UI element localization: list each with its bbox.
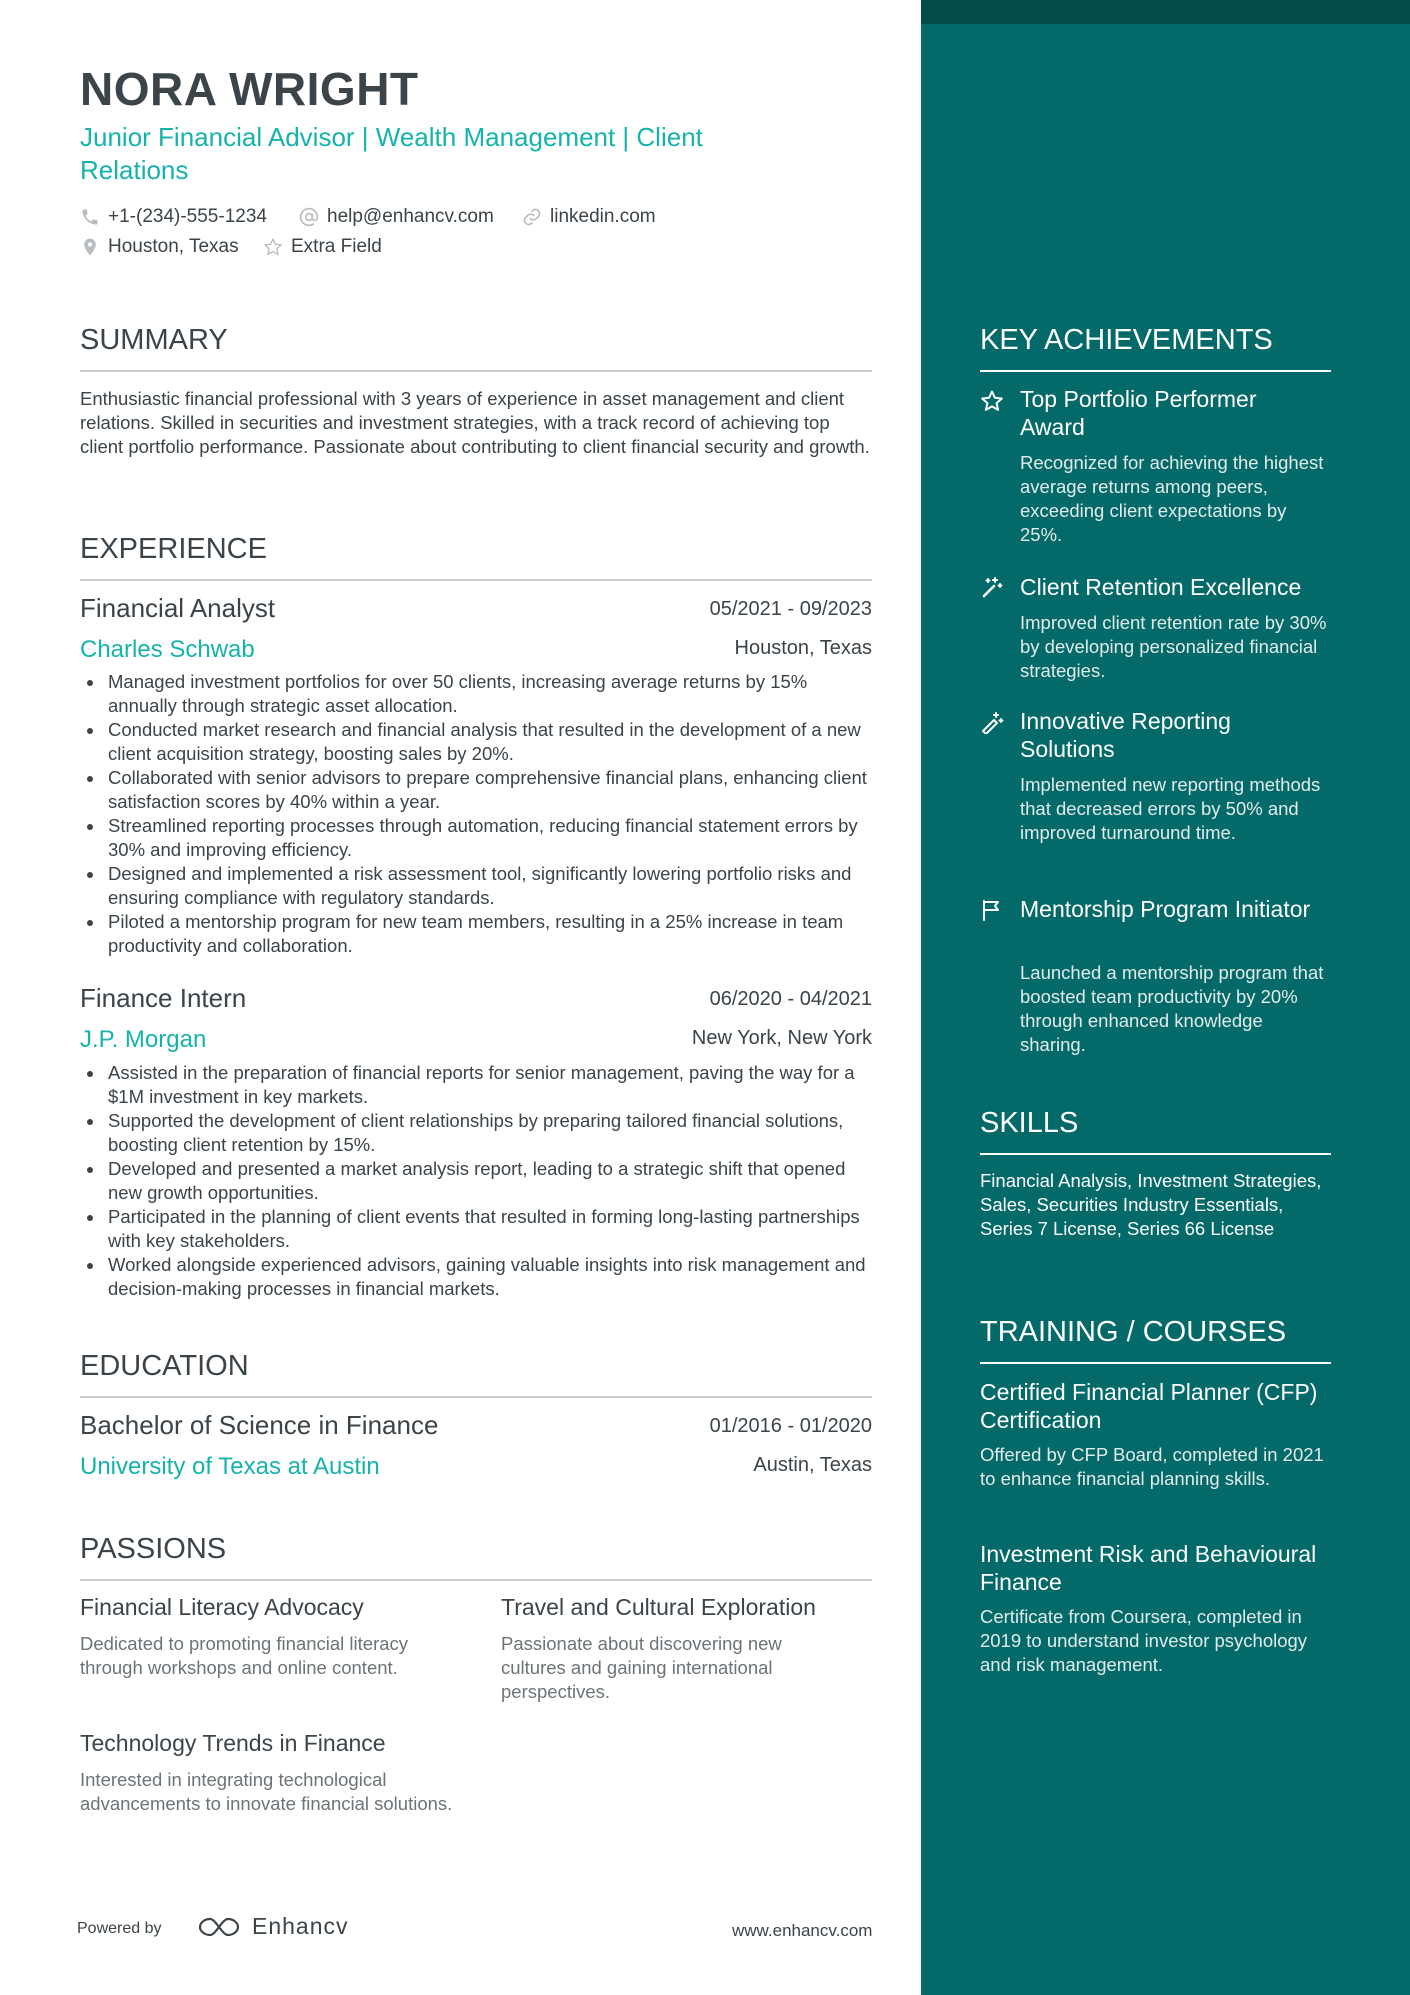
job-company: J.P. Morgan [80,1026,207,1053]
experience-heading: EXPERIENCE [80,533,267,565]
enhancv-logo[interactable] [196,1913,349,1940]
email-text: help@enhancv.com [327,206,494,227]
school-location: Austin, Texas [753,1454,872,1476]
enhancv-logo-icon [196,1915,242,1939]
job-dates: 06/2020 - 04/2021 [709,988,872,1010]
skills-divider [980,1153,1331,1155]
achievement-title: Client Retention Excellence [1020,574,1302,600]
passion-title: Travel and Cultural Exploration [501,1594,816,1620]
education-heading: EDUCATION [80,1350,249,1382]
job-company: Charles Schwab [80,636,255,663]
passion-title: Financial Literacy Advocacy [80,1594,364,1620]
course-title: Investment Risk and Behavioural Finance [980,1541,1317,1595]
passions-heading: PASSIONS [80,1533,227,1565]
location-text: Houston, Texas [108,236,239,257]
achievement-title: Mentorship Program Initiator [1020,896,1311,922]
job-dates: 05/2021 - 09/2023 [709,598,872,620]
achievement-description: Launched a mentorship program that boosted team productivity by 20% through enhanced knowledge sharing. [1020,962,1324,1055]
achievements-heading: KEY ACHIEVEMENTS [980,324,1273,356]
link-icon [522,207,542,227]
summary-text: Enthusiastic financial professional with 3 years of experience in asset management and client relations. Skilled in securities and investment strategies, with a track record of achieving top client portfolio performance. Passionate about contributing to client financial security and growth. [80,388,870,457]
extra-field-text: Extra Field [291,236,382,257]
course-title: Certified Financial Planner (CFP) Certification [980,1379,1318,1433]
star-outline-icon [263,237,283,257]
candidate-name: NORA WRIGHT [80,63,419,115]
flag-icon [980,898,1004,922]
course-description: Certificate from Coursera, completed in 2019 to understand investor psychology and risk management. [980,1606,1308,1675]
powered-by-label: Powered by [77,1920,162,1937]
at-icon [299,207,319,227]
footer-url[interactable]: www.enhancv.com [732,1921,873,1940]
phone-icon [80,207,100,227]
job-role: Finance Intern [80,983,247,1013]
passions-divider [80,1579,872,1581]
magic-wand-icon [980,576,1004,600]
degree-title: Bachelor of Science in Finance [80,1410,439,1440]
star-icon [980,389,1004,413]
achievement-title: Top Portfolio Performer Award [1020,386,1257,440]
bullet-item: Assisted in the preparation of financial reports for senior management, paving the way for a $1M investment in key markets. [108,1061,872,1109]
skills-text: Financial Analysis, Investment Strategies, Sales, Securities Industry Essentials, Series 7 License, Series 66 License [980,1170,1322,1239]
achievement-description: Implemented new reporting methods that decreased errors by 50% and improved turnaround time. [1020,774,1321,843]
achievement-title: Innovative Reporting Solutions [1020,708,1231,762]
course-description: Offered by CFP Board, completed in 2021 to enhance financial planning skills. [980,1444,1324,1489]
achievement-description: Recognized for achieving the highest average returns among peers, exceeding client expectations by 25%. [1020,452,1324,545]
website-contact[interactable] [522,206,656,228]
extra-field-contact [263,236,382,258]
summary-divider [80,370,872,372]
passion-description: Dedicated to promoting financial literacy through workshops and online content. [80,1633,409,1678]
bullet-item: Developed and presented a market analysis report, leading to a strategic shift that opened new growth opportunities. [108,1157,872,1205]
bullet-item: Managed investment portfolios for over 50 clients, increasing average returns by 15% annually through strategic asset allocation. [108,670,872,718]
passion-description: Passionate about discovering new cultures and gaining international perspectives. [501,1633,782,1702]
phone-contact[interactable] [80,206,267,228]
sidebar-top-band [921,0,1410,24]
job-bullets [80,670,872,958]
bullet-item: Worked alongside experienced advisors, gaining valuable insights into risk management and decision-making processes in financial markets. [108,1253,872,1301]
bullet-item: Collaborated with senior advisors to prepare comprehensive financial plans, enhancing client satisfaction scores by 40% within a year. [108,766,872,814]
email-contact[interactable] [299,206,494,228]
bullet-item: Designed and implemented a risk assessment tool, significantly lowering portfolio risks and ensuring compliance with regulatory standards. [108,862,872,910]
bullet-item: Streamlined reporting processes through automation, reducing financial statement errors by 30% and improving efficiency. [108,814,872,862]
bullet-item: Participated in the planning of client events that resulted in forming long-lasting partnerships with key stakeholders. [108,1205,872,1253]
skills-heading: SKILLS [980,1107,1079,1139]
experience-divider [80,579,872,581]
job-role: Financial Analyst [80,593,276,623]
achievement-description: Improved client retention rate by 30% by developing personalized financial strategies. [1020,612,1327,681]
website-text: linkedin.com [550,206,656,227]
phone-text: +1-(234)-555-1234 [108,206,267,227]
achievements-divider [980,370,1331,372]
location-contact [80,236,239,258]
enhancv-logo-text: Enhancv [252,1913,349,1939]
location-pin-icon [80,237,100,257]
training-heading: TRAINING / COURSES [980,1316,1287,1348]
passion-title: Technology Trends in Finance [80,1730,386,1756]
training-divider [980,1362,1331,1364]
summary-heading: SUMMARY [80,324,228,356]
job-location: New York, New York [691,1027,872,1049]
education-dates: 01/2016 - 01/2020 [709,1415,872,1437]
bullet-item: Conducted market research and financial analysis that resulted in the development of a new client acquisition strategy, boosting sales by 20%. [108,718,872,766]
candidate-headline: Junior Financial Advisor | Wealth Management | Client Relations [80,122,703,185]
school-name: University of Texas at Austin [80,1453,380,1480]
education-divider [80,1396,872,1398]
job-bullets [80,1061,872,1301]
bullet-item: Piloted a mentorship program for new team members, resulting in a 25% increase in team productivity and collaboration. [108,910,872,958]
bullet-item: Supported the development of client relationships by preparing tailored financial solutions, boosting client retention by 15%. [108,1109,872,1157]
passion-description: Interested in integrating technological advancements to innovate financial solutions. [80,1769,453,1814]
pencil-wand-icon [980,710,1004,734]
job-location: Houston, Texas [734,637,872,659]
